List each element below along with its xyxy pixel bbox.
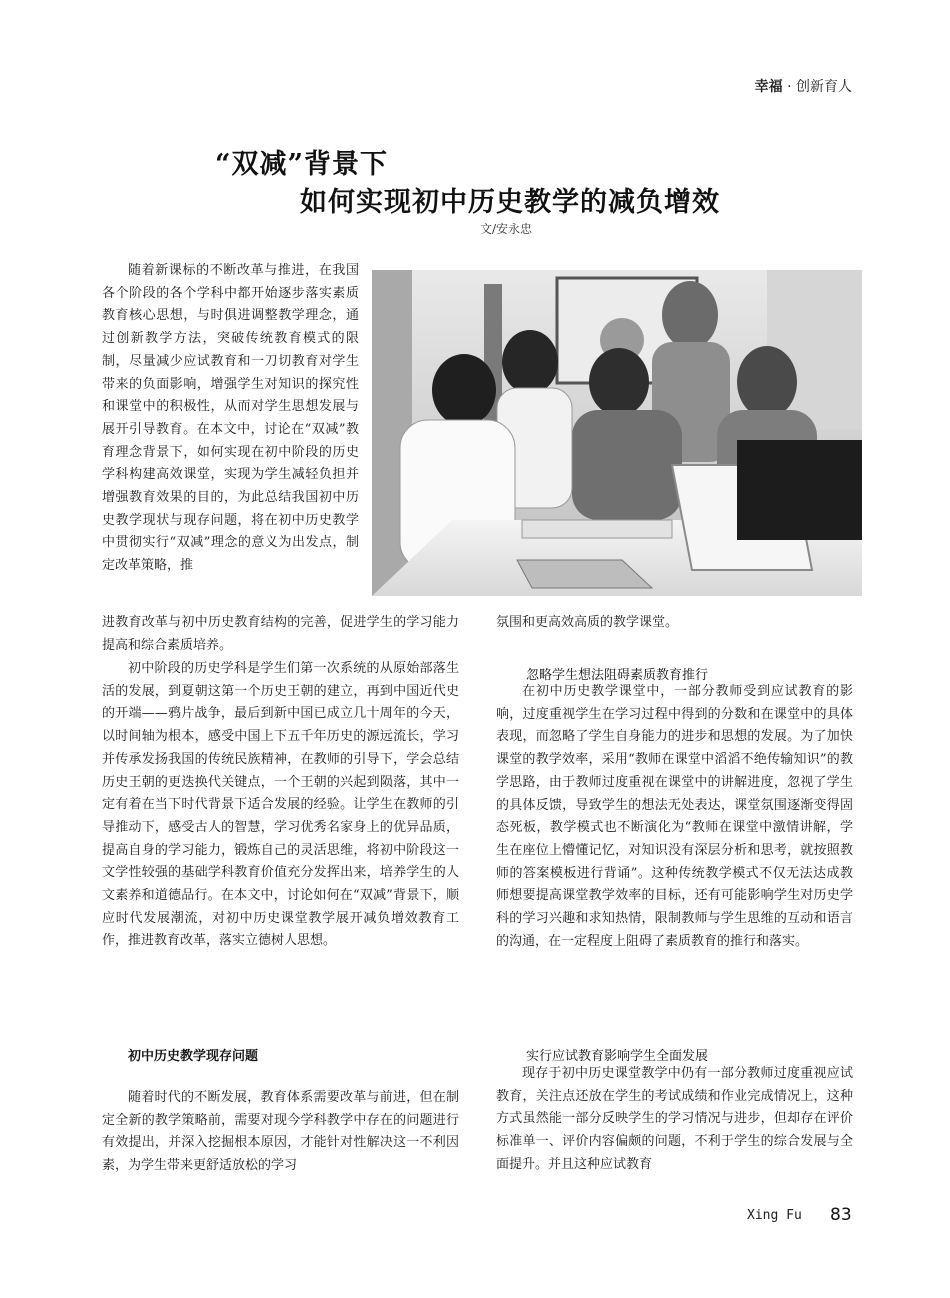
author-byline: 文/安永忠 [480,222,533,236]
section-paragraph-existing-problems: 随着时代的不断发展，教育体系需要改革与前进，但在制定全新的教学策略前，需要对现今学科教学中存在的问题进行有效提出，并深入挖掘根本原因，才能针对性解决这一不利因素，为学生带来更舒适放松的学习 [102,1090,459,1174]
article-title-line1: “双减”背景下 [215,149,389,180]
classroom-photo-illustration [372,270,862,596]
article-title-line2: 如何实现初中历史教学的减负增效 [300,187,720,218]
classroom-photo [372,270,862,596]
section-paragraph-exam-oriented: 现存于初中历史课堂教学中仍有一部分教师过度重视应试教育，关注点还放在学生的考试成绩和作业完成情况上，这种方式虽然能一部分反映学生的学习情况与进步，但却存在评价标准单一、评价内容偏颇的问题，不利于学生的综合发展与全面提升。并且这种应试教育 [496,1066,853,1172]
intro-paragraph-continued: 进教育改革与初中历史教育结构的完善，促进学生的学习能力提高和综合素质培养。 [102,615,459,653]
footer-page-number: 83 [830,1205,852,1225]
section-paragraph-ignored-ideas: 在初中历史教学课堂中，一部分教师受到应试教育的影响，过度重视学生在学习过程中得到的分数和在课堂中的具体表现，而忽略了学生自身能力的进步和思想的发展。为了加快课堂的教学效率，采用“教师在课堂中滔滔不绝传输知识”的教学思路，由于教师过度重视在课堂中的讲解进度，忽视了学生的具体反馈，导致学生的想法无处表达，课堂氛围逐渐变得固态死板，教学模式也不断演化为“教师在课堂中激情讲解，学生在座位上懵懂记忆，对知识没有深层分析和思考，就按照教师的答案模板进行背诵”。这种传统教学模式不仅无法达成教师想要提高课堂教学效率的目标，还有可能影响学生对历史学科的学习兴趣和求知热情，限制教师与学生思维的互动和语言的沟通，在一定程度上阻碍了素质教育的推行和落实。 [496,684,853,949]
right-column-continuation: 氛围和更高效高质的教学课堂。 [496,615,679,630]
body-paragraph-2: 初中阶段的历史学科是学生们第一次系统的从原始部落生活的发展，到夏朝这第一个历史王朝的建立，再到中国近代史的开端——鸦片战争，最后到新中国已成立几十周年的今天，以时间轴为根本，感受中国上下五千年历史的源远流长，学习并传承发扬我国的传统民族精神，在教师的引导下，学会总结历史王朝的更迭换代关键点，一个王朝的兴起到陨落，其中一定有着在当下时代背景下适合发展的经验。让学生在教师的引导推动下，感受古人的智慧，学习优秀名家身上的优异品质，提高自身的学习能力，锻炼自己的灵活思维，将初中阶段这一文学性较强的基础学科教育价值充分发挥出来，培养学生的人文素养和道德品行。在本文中，讨论如何在“双减”背景下，顺应时代发展潮流，对初中历史课堂教学展开减负增效教育工作，推进教育改革，落实立德树人思想。 [102,661,459,949]
section-heading-exam-oriented: 实行应试教育影响学生全面发展 [526,1049,709,1064]
section-tag-main: 幸福 [754,79,783,95]
footer-magazine-name: Xing Fu [747,1208,802,1223]
intro-paragraph: 随着新课标的不断改革与推进，在我国各个阶段的各个学科中都开始逐步落实素质教育核心思想，与时俱进调整教学理念，通过创新教学方法，突破传统教育模式的限制，尽量减少应试教育和一刀切教育对学生带来的负面影响，增强学生对知识的探究性和课堂中的积极性，从而对学生思想发展与展开引导教育。在本文中，讨论在“双减”教育理念背景下，如何实现在初中阶段的历史学科构建高效课堂，实现为学生减轻负担并增强教育效果的目的，为此总结我国初中历史教学现状与现存问题，将在初中历史教学中贯彻实行“双减”理念的意义为出发点，制定改革策略，推 [102,263,359,574]
section-heading-ignored-ideas: 忽略学生想法阻碍素质教育推行 [526,668,709,683]
section-tag-separator: · [787,79,792,95]
section-tag-sub: 创新育人 [796,79,852,95]
section-tag [755,76,852,96]
section-heading-existing-problems: 初中历史教学现存问题 [128,1049,259,1064]
